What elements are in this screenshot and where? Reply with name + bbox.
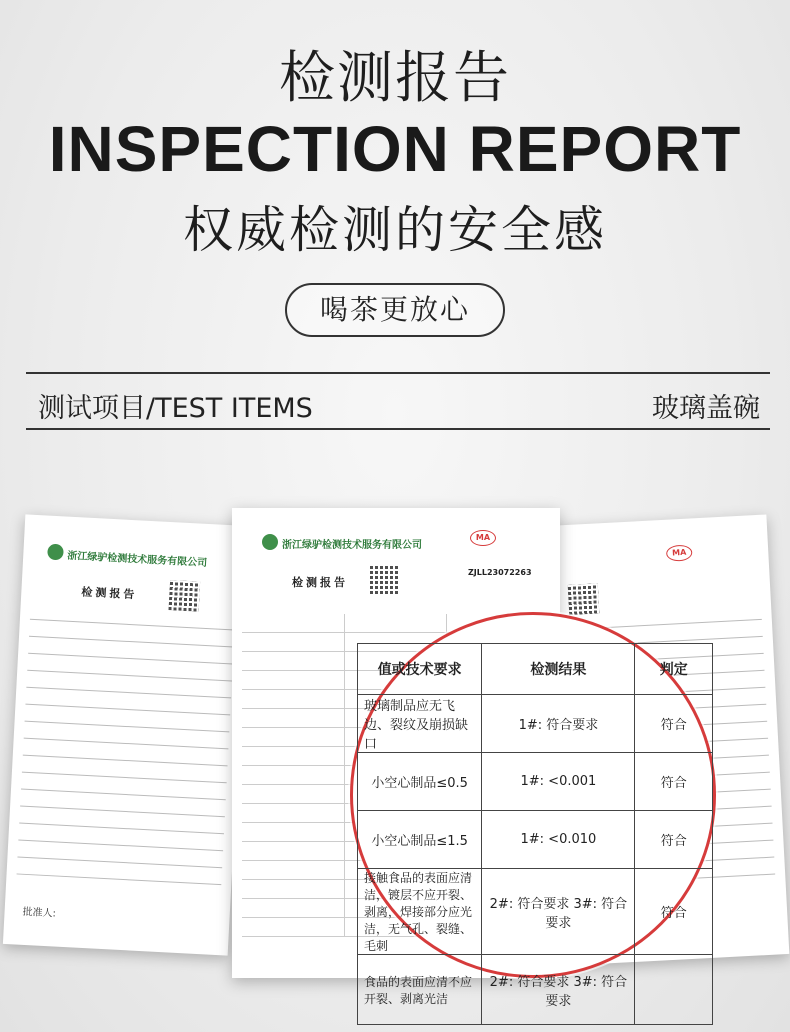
cell-requirement: 玻璃制品应无飞边、裂纹及崩损缺口 [358,695,482,753]
test-items-value: 玻璃盖碗 [652,393,760,424]
page-title-en: INSPECTION REPORT [48,113,742,185]
qr-code-icon [370,564,400,594]
top-divider [26,372,770,374]
report-title: 检测报告 [81,585,138,602]
cell-requirement: 食品的表面应清不应开裂、剥离光洁 [358,955,482,1025]
test-items-label: 测试项目/TEST ITEMS [38,393,313,424]
table-row [358,869,713,955]
cell-verdict: 符合 [635,869,713,955]
header-requirement: 值或技术要求 [358,644,482,695]
cell-verdict: 符合 [635,811,713,869]
cell-result: 2#: 符合要求 3#: 符合要求 [482,869,635,955]
ma-mark-icon: MA [470,530,496,546]
cell-verdict: 符合 [635,695,713,753]
cell-requirement: 接触食品的表面应清洁，镀层不应开裂、剥离，焊接部分应光洁，无气孔、裂缝、毛刺 [358,869,482,955]
magnified-results-table [357,643,713,1025]
table-row [358,695,713,753]
header-verdict: 判定 [635,644,713,695]
cell-verdict [635,955,713,1025]
cell-result: 1#: <0.010 [482,811,635,869]
cell-requirement: 小空心制品≤0.5 [358,753,482,811]
report-page-left [3,514,250,955]
qr-code-icon [169,580,201,612]
cell-requirement: 小空心制品≤1.5 [358,811,482,869]
table-row [358,955,713,1025]
org-logo-icon [262,534,278,550]
signature-label: 批准人: [22,906,57,920]
ma-mark-icon: MA [666,544,693,561]
report-number: ZJLL23072263 [468,568,532,577]
page-subtitle: 权威检测的安全感 [183,201,607,259]
cell-verdict: 符合 [635,753,713,811]
bottom-divider [26,428,770,430]
qr-code-icon [568,583,600,615]
magnifier-circle [350,612,716,1009]
cell-result: 1#: 符合要求 [482,695,635,753]
report-title: 检测报告 [292,576,348,589]
org-logo-icon [47,544,64,561]
table-row [358,811,713,869]
table-row [358,753,713,811]
cell-result: 2#: 符合要求 3#: 符合要求 [482,955,635,1025]
cell-result: 1#: <0.001 [482,753,635,811]
report-table [16,619,235,901]
page-title-cn: 检测报告 [279,46,511,111]
header-result: 检测结果 [482,644,635,695]
org-name: 浙江绿驴检测技术服务有限公司 [66,550,208,569]
tea-badge: 喝茶更放心 [285,283,505,337]
org-name: 浙江绿驴检测技术服务有限公司 [282,540,422,551]
